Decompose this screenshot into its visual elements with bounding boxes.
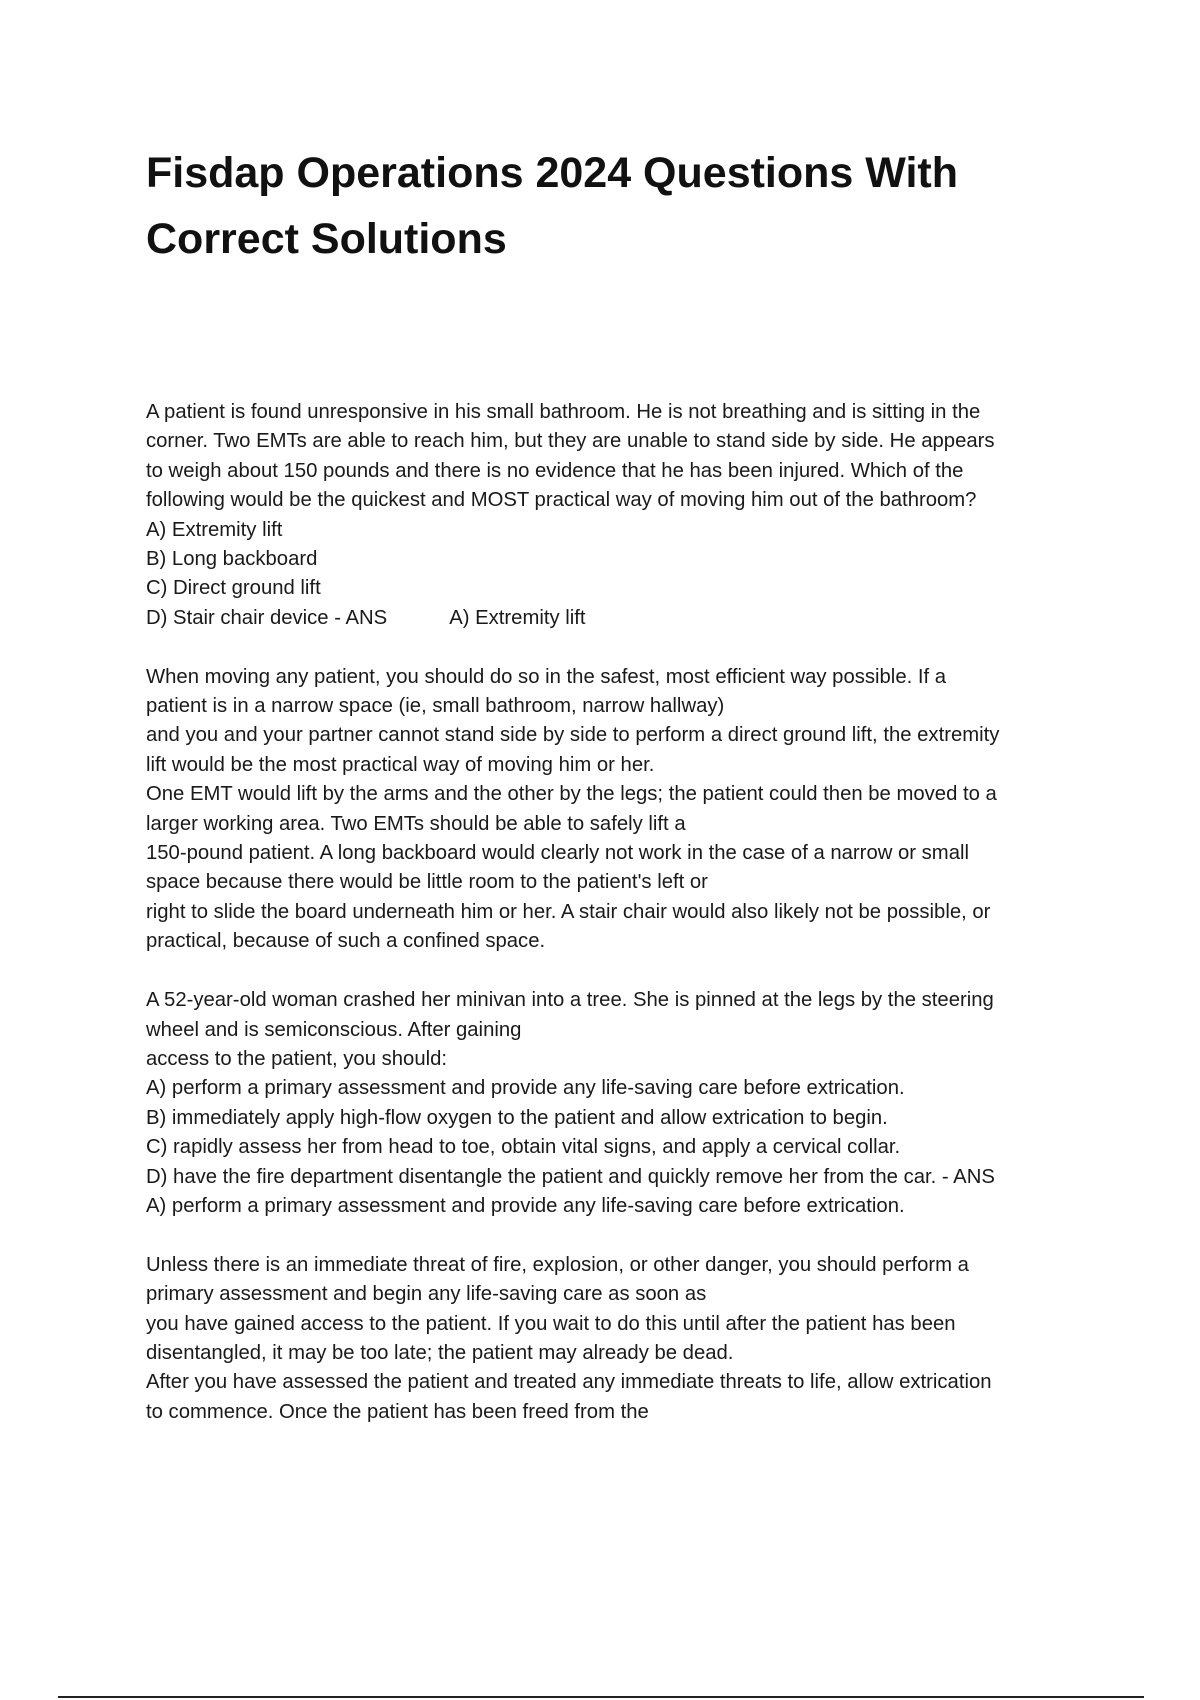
- answer-option: C) rapidly assess her from head to toe, obtain vital signs, and apply a cervical collar.: [146, 1136, 901, 1159]
- explanation-line: practical, because of such a confined space.: [146, 930, 546, 953]
- answer-option: D) Stair chair device - ANS: [146, 606, 388, 629]
- title-line: Fisdap Operations 2024 Questions With: [146, 149, 959, 197]
- title-line: Correct Solutions: [146, 215, 507, 263]
- explanation-line: larger working area. Two EMTs should be able to safely lift a: [146, 812, 686, 835]
- explanation-line: Unless there is an immediate threat of fire, explosion, or other danger, you should perform a: [146, 1253, 969, 1276]
- question-text-line: corner. Two EMTs are able to reach him, but they are unable to stand side by side. He appears: [146, 430, 995, 453]
- explanation-line: and you and your partner cannot stand side by side to perform a direct ground lift, the extremity: [146, 724, 1000, 747]
- question-text-line: A patient is found unresponsive in his small bathroom. He is not breathing and is sitting in the: [146, 401, 981, 423]
- question-block: [146, 986, 1086, 1221]
- document-page: [146, 140, 1086, 1427]
- paragraph-gap: [146, 1221, 1086, 1250]
- question-text-line: access to the patient, you should:: [146, 1047, 448, 1070]
- question-text-line: following would be the quickest and MOST practical way of moving him out of the bathroom?: [146, 489, 977, 512]
- explanation-line: disentangled, it may be too late; the patient may already be dead.: [146, 1341, 734, 1364]
- correct-answer: A) perform a primary assessment and provide any life-saving care before extrication.: [146, 1194, 905, 1217]
- explanation-block: [146, 1251, 1086, 1427]
- explanation-line: patient is in a narrow space (ie, small bathroom, narrow hallway): [146, 695, 725, 718]
- explanation-line: space because there would be little room to the patient's left or: [146, 871, 708, 894]
- answer-option: D) have the fire department disentangle the patient and quickly remove her from the car. - ANS: [146, 1165, 995, 1188]
- answer-option: B) Long backboard: [146, 548, 318, 571]
- correct-answer: A) Extremity lift: [449, 606, 586, 629]
- question-text-line: to weigh about 150 pounds and there is no evidence that he has been injured. Which of the: [146, 459, 964, 482]
- page-title: [146, 140, 1086, 272]
- question-block: [146, 398, 1086, 633]
- document-body: [146, 398, 1086, 1427]
- answer-option: C) Direct ground lift: [146, 577, 321, 600]
- answer-option: B) immediately apply high-flow oxygen to the patient and allow extrication to begin.: [146, 1106, 888, 1129]
- explanation-line: right to slide the board underneath him or her. A stair chair would also likely not be possible, or: [146, 900, 991, 923]
- page-bottom-divider: [58, 1696, 1144, 1698]
- question-text-line: wheel and is semiconscious. After gaining: [146, 1018, 522, 1041]
- explanation-line: One EMT would lift by the arms and the other by the legs; the patient could then be moved to a: [146, 783, 997, 806]
- paragraph-gap: [146, 633, 1086, 662]
- explanation-line: After you have assessed the patient and treated any immediate threats to life, allow extrication: [146, 1371, 992, 1394]
- answer-option: A) perform a primary assessment and provide any life-saving care before extrication.: [146, 1077, 905, 1100]
- explanation-line: to commence. Once the patient has been freed from the: [146, 1400, 649, 1423]
- answer-option: A) Extremity lift: [146, 518, 283, 541]
- explanation-line: you have gained access to the patient. If you wait to do this until after the patient has been: [146, 1312, 956, 1335]
- explanation-block: [146, 663, 1086, 957]
- explanation-line: 150-pound patient. A long backboard would clearly not work in the case of a narrow or small: [146, 842, 969, 865]
- answer-line: [146, 604, 1086, 633]
- question-text-line: A 52-year-old woman crashed her minivan into a tree. She is pinned at the legs by the steering: [146, 989, 994, 1012]
- paragraph-gap: [146, 957, 1086, 986]
- explanation-line: lift would be the most practical way of moving him or her.: [146, 753, 655, 776]
- explanation-line: When moving any patient, you should do so in the safest, most efficient way possible. If a: [146, 665, 947, 688]
- explanation-line: primary assessment and begin any life-saving care as soon as: [146, 1283, 707, 1306]
